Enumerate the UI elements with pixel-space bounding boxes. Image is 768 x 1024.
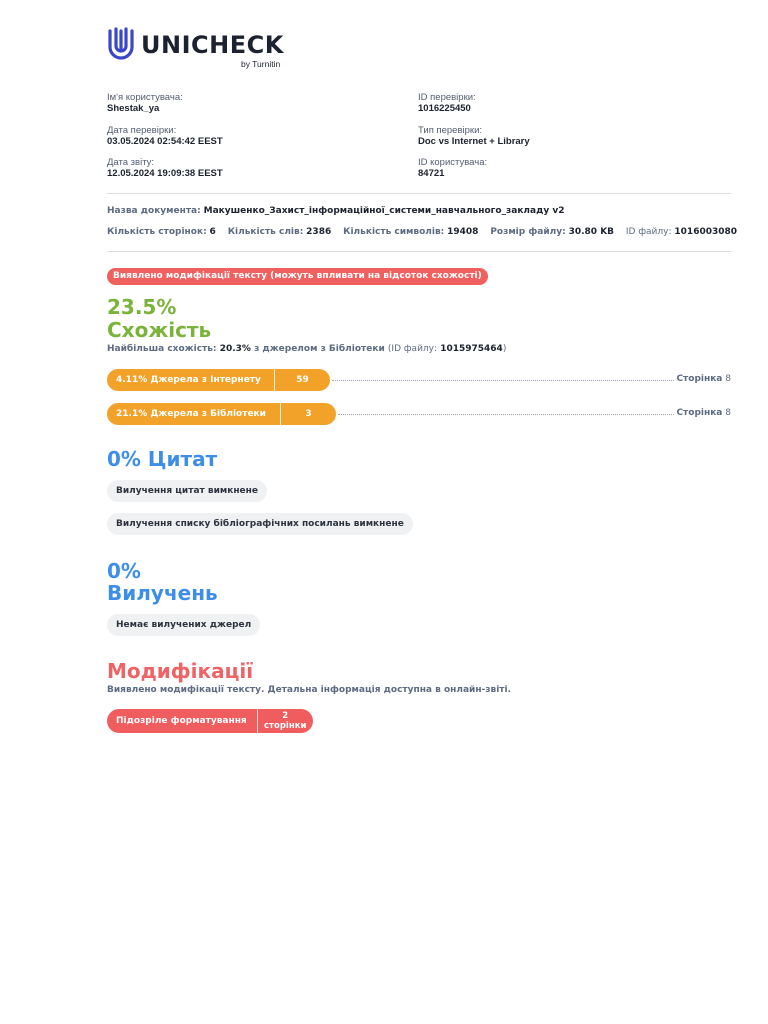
- unicheck-logo-icon: [107, 27, 135, 61]
- library-sources-page: Сторінка 8: [676, 408, 731, 418]
- brand-name: UNICHECK: [141, 31, 284, 59]
- meta-check-id: ID перевірки: 1016225450: [418, 92, 476, 114]
- document-stats-line: Кількість сторінок: 6 Кількість слів: 2386 Кількість символів: 19408 Розмір файлу: 30.80 KB ID файлу: 1016003080: [107, 227, 738, 237]
- internet-sources-page: Сторінка 8: [676, 374, 731, 384]
- similarity-percent: 23.5%: [107, 295, 177, 319]
- suspicious-formatting-pill[interactable]: Підозріле форматування 2 сторінки: [107, 709, 313, 733]
- highest-similarity-line: Найбільша схожість: 20.3% з джерелом з Бібліотеки (ID файлу: 1015975464): [107, 344, 507, 354]
- no-excluded-sources-chip: Немає вилучених джерел: [107, 614, 260, 636]
- bibliography-exclusion-chip: Вилучення списку бібліографічних посилань вимкнене: [107, 513, 413, 535]
- internet-sources-row[interactable]: [107, 369, 731, 391]
- divider: [107, 251, 731, 252]
- internet-sources-count: 59: [296, 375, 309, 385]
- text-modification-warning-badge: Виявлено модифікації тексту (можуть впливати на відсоток схожості): [107, 268, 488, 285]
- library-sources-count: 3: [305, 409, 312, 419]
- brand-by-turnitin: by Turnitin: [241, 59, 281, 69]
- citations-title: 0% Цитат: [107, 447, 218, 471]
- library-sources-pill[interactable]: 21.1% Джерела з Бібліотеки 3: [107, 403, 336, 425]
- meta-user-id: ID користувача: 84721: [418, 157, 488, 179]
- internet-sources-pill[interactable]: 4.11% Джерела з Інтернету 59: [107, 369, 330, 391]
- divider: [107, 193, 731, 194]
- meta-check-date: Дата перевірки: 03.05.2024 02:54:42 EEST: [107, 125, 223, 147]
- exclusions-percent: 0%: [107, 559, 141, 583]
- exclusions-title: Вилучень: [107, 581, 218, 605]
- dotted-leader: [332, 380, 674, 381]
- document-name-line: Назва документа: Макушенко_Захист_інформаційної_системи_навчального_закладу v2: [107, 206, 565, 216]
- citations-exclusion-chip: Вилучення цитат вимкнене: [107, 480, 267, 502]
- meta-user-name: Ім'я користувача: Shestak_ya: [107, 92, 183, 114]
- unicheck-logo: [107, 27, 307, 69]
- modifications-title: Модифікації: [107, 659, 254, 683]
- suspicious-formatting-pages: 2 сторінки: [264, 711, 307, 731]
- meta-check-type: Тип перевірки: Doc vs Internet + Library: [418, 125, 530, 147]
- similarity-title: Схожість: [107, 318, 212, 342]
- modifications-description: Виявлено модифікації тексту. Детальна інформація доступна в онлайн-звіті.: [107, 685, 512, 695]
- library-sources-row[interactable]: [107, 403, 731, 425]
- meta-report-date: Дата звіту: 12.05.2024 19:09:38 EEST: [107, 157, 223, 179]
- dotted-leader: [338, 414, 674, 415]
